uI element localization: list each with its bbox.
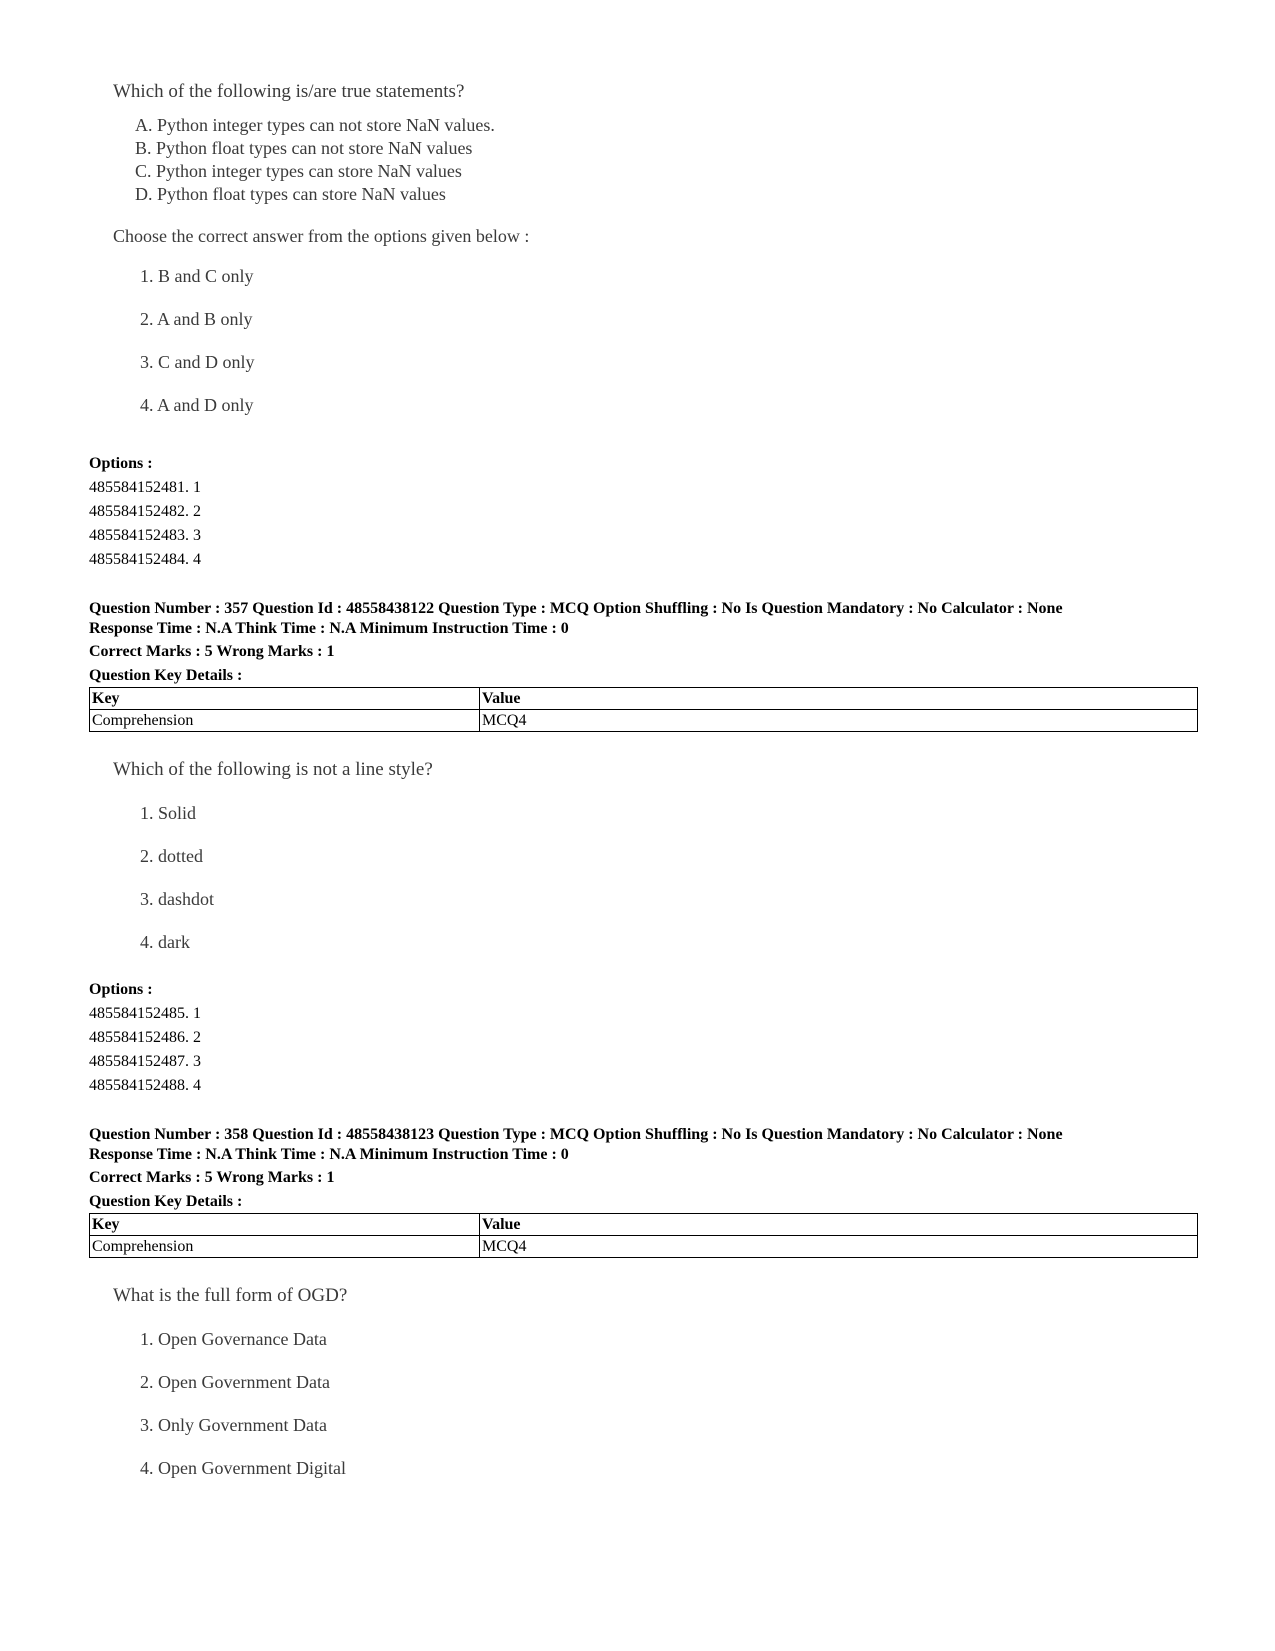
statement-list <box>113 114 529 206</box>
choice-4: 4. Open Government Digital <box>140 1458 346 1478</box>
choice-3: 3. C and D only <box>140 352 255 372</box>
question-image-356 <box>113 80 529 417</box>
option-id-4: 485584152484. 4 <box>89 551 201 568</box>
choose-instruction: Choose the correct answer from the options given below : <box>113 226 530 246</box>
options-label: Options : <box>89 455 153 472</box>
options-label: Options : <box>89 981 153 998</box>
choice-2: 2. Open Government Data <box>140 1372 330 1392</box>
choice-2: 2. dotted <box>140 846 203 866</box>
table-cell-key: Comprehension <box>90 710 480 732</box>
choice-3: 3. dashdot <box>140 889 214 909</box>
question-image-357 <box>113 758 433 954</box>
table-row <box>90 1236 1198 1258</box>
options-block-357 <box>89 978 201 1098</box>
table-cell-key: Comprehension <box>90 1236 480 1258</box>
choice-4: 4. A and D only <box>140 395 254 415</box>
option-id-1: 485584152485. 1 <box>89 1005 201 1022</box>
choice-2: 2. A and B only <box>140 309 253 329</box>
key-details-label: Question Key Details : <box>89 1193 243 1210</box>
statement-d: D. Python float types can store NaN values <box>135 184 446 204</box>
question-stem: What is the full form of OGD? <box>113 1285 348 1306</box>
table-header-row <box>90 688 1198 710</box>
table-header-value: Value <box>480 688 1198 710</box>
table-cell-value: MCQ4 <box>480 1236 1198 1258</box>
choice-1: 1. Open Governance Data <box>140 1329 327 1349</box>
question-meta-line2: Response Time : N.A Think Time : N.A Minimum Instruction Time : 0 <box>89 1146 569 1163</box>
table-row <box>90 710 1198 732</box>
table-header-value: Value <box>480 1214 1198 1236</box>
option-id-4: 485584152488. 4 <box>89 1077 201 1094</box>
key-details-label: Question Key Details : <box>89 667 243 684</box>
question-stem: Which of the following is not a line style? <box>113 759 433 780</box>
marks-line: Correct Marks : 5 Wrong Marks : 1 <box>89 1169 335 1186</box>
question-meta-357 <box>89 599 1199 686</box>
choice-1: 1. Solid <box>140 803 197 823</box>
table-header-key: Key <box>90 688 480 710</box>
choice-4: 4. dark <box>140 932 190 952</box>
question-image-358 <box>113 1284 347 1480</box>
question-meta-line2: Response Time : N.A Think Time : N.A Minimum Instruction Time : 0 <box>89 620 569 637</box>
table-cell-value: MCQ4 <box>480 710 1198 732</box>
statement-a: A. Python integer types can not store NaN values. <box>135 115 495 135</box>
key-details-table-358 <box>89 1213 1198 1258</box>
option-id-2: 485584152482. 2 <box>89 503 201 520</box>
table-header-key: Key <box>90 1214 480 1236</box>
option-id-2: 485584152486. 2 <box>89 1029 201 1046</box>
choice-3: 3. Only Government Data <box>140 1415 327 1435</box>
statement-b: B. Python float types can not store NaN values <box>135 138 473 158</box>
key-details-table-357 <box>89 687 1198 732</box>
option-id-3: 485584152483. 3 <box>89 527 201 544</box>
statement-c: C. Python integer types can store NaN values <box>135 161 462 181</box>
option-id-3: 485584152487. 3 <box>89 1053 201 1070</box>
question-meta-line1: Question Number : 358 Question Id : 48558438123 Question Type : MCQ Option Shuffling : No Is Question Mandatory : No Calculator : None <box>89 1126 1063 1143</box>
question-meta-358 <box>89 1125 1199 1212</box>
table-header-row <box>90 1214 1198 1236</box>
choice-1: 1. B and C only <box>140 266 254 286</box>
options-block-356 <box>89 452 201 572</box>
option-id-1: 485584152481. 1 <box>89 479 201 496</box>
question-meta-line1: Question Number : 357 Question Id : 48558438122 Question Type : MCQ Option Shuffling : No Is Question Mandatory : No Calculator : None <box>89 600 1063 617</box>
question-stem: Which of the following is/are true statements? <box>113 81 465 102</box>
marks-line: Correct Marks : 5 Wrong Marks : 1 <box>89 643 335 660</box>
